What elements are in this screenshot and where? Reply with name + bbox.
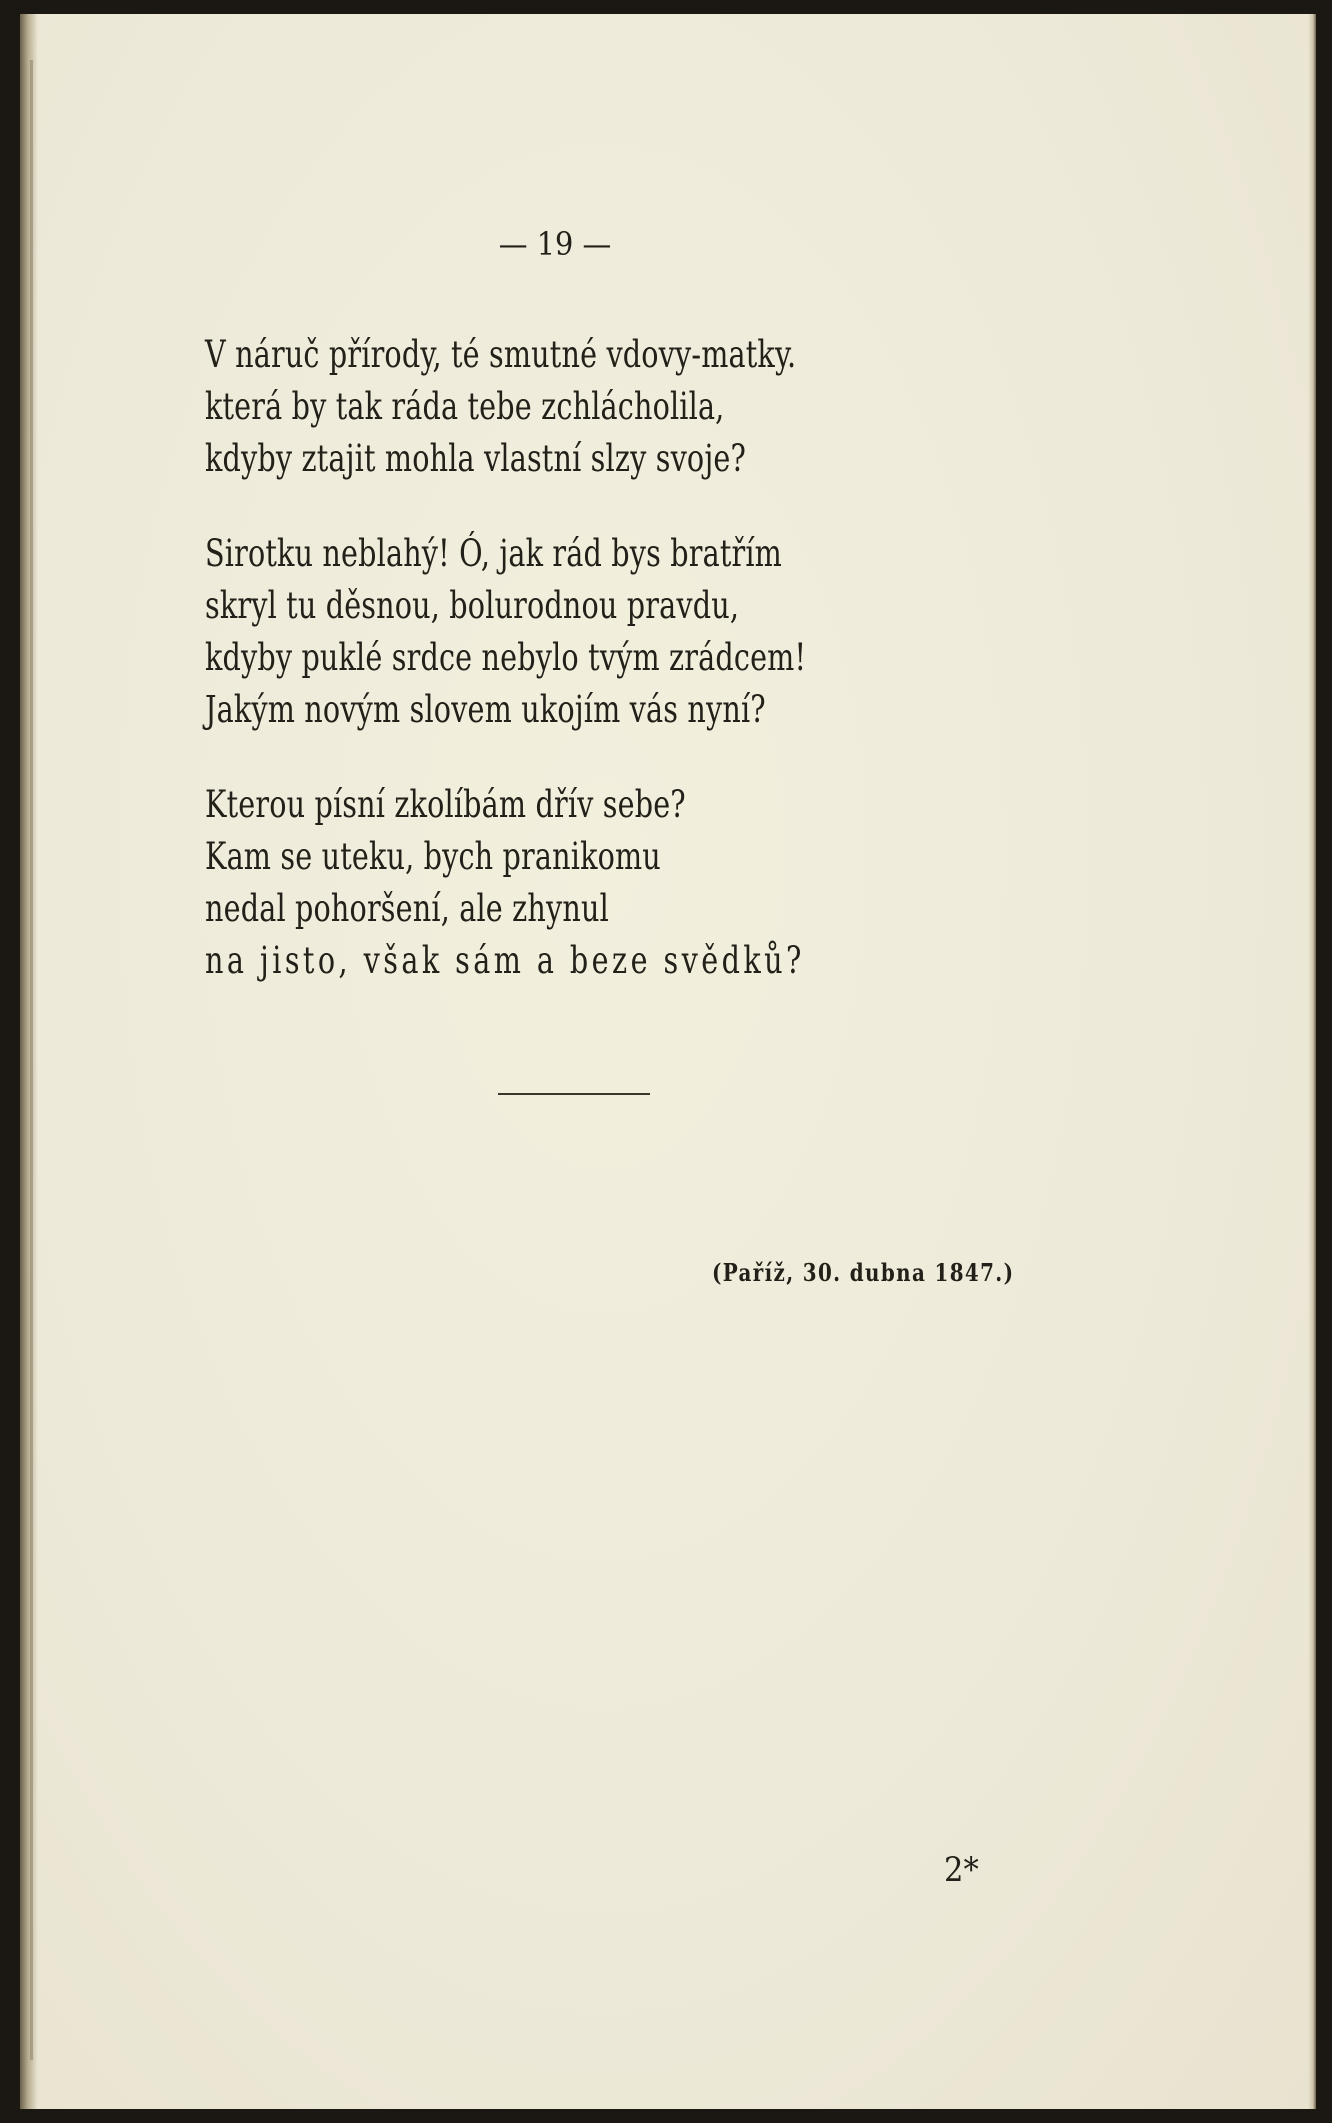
dateline: (Paříž, 30. dubna 1847.) [712,1258,1015,1287]
verse-line: Jakým novým slovem ukojím vás nyní? [205,688,766,731]
page-edge-shadow [1308,14,1316,2109]
verse-line: Kam se uteku, bych pranikomu [205,835,661,878]
verse-line: Kterou písní zkolíbám dřív sebe? [205,783,686,826]
binding-shadow [20,14,38,2109]
paper-sheet [20,14,1316,2109]
verse-line: skryl tu děsnou, bolurodnou pravdu, [205,584,740,627]
verse-line: kdyby ztajit mohla vlastní slzy svoje? [205,437,747,480]
signature-mark: 2* [944,1850,979,1890]
verse-line: kdyby puklé srdce nebylo tvým zrádcem! [205,636,807,679]
verse-line: která by tak ráda tebe zchlácholila, [205,385,725,428]
verse-line: nedal pohoršení, ale zhynul [205,887,609,930]
page-number: — 19 — [498,225,612,263]
verse-line: V náruč přírody, té smutné vdovy-matky. [205,333,797,376]
verse-line: Sirotku neblahý! Ó, jak rád bys bratřím [205,532,782,575]
section-rule [498,1093,650,1095]
verse-line: na jisto, však sám a beze svědků? [205,939,805,982]
gutter-line [30,60,33,2060]
